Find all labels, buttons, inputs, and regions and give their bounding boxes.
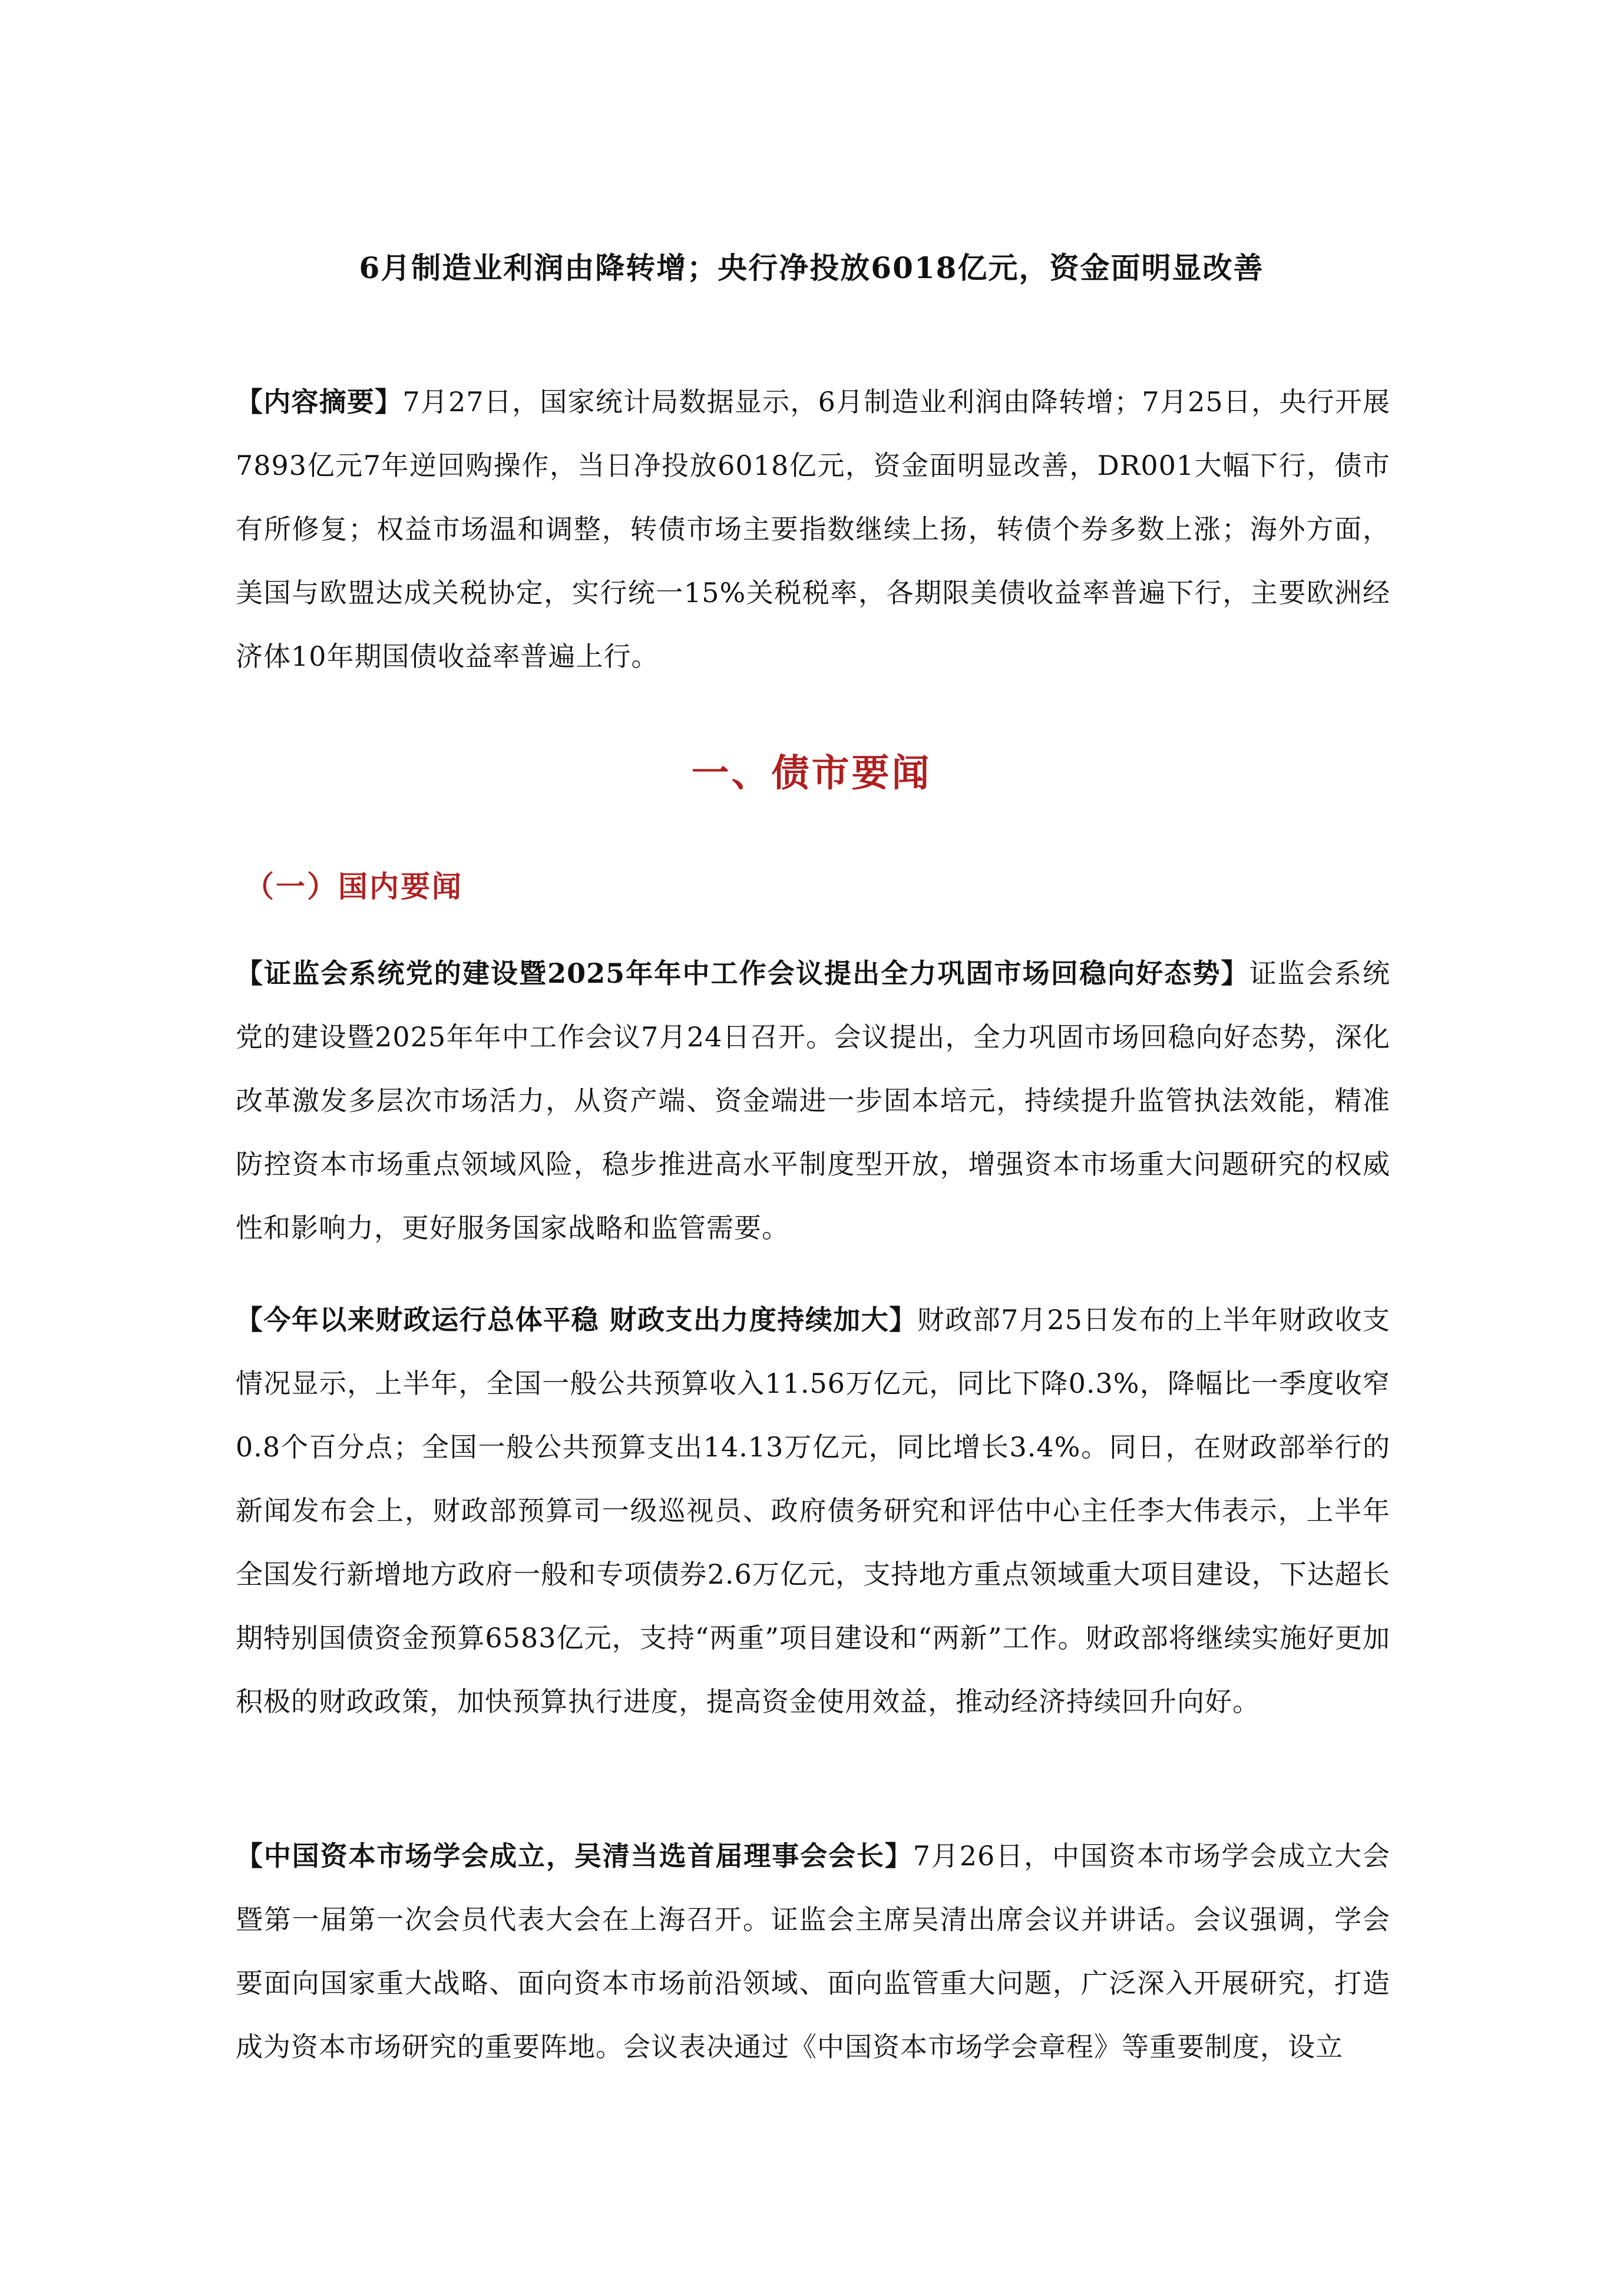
news-item bbox=[236, 1824, 1390, 2079]
summary-lead: 【内容摘要】 bbox=[236, 386, 403, 418]
document-title: 6月制造业利润由降转增；央行净投放6018亿元，资金面明显改善 bbox=[359, 250, 1264, 285]
news-body: 7月26日，中国资本市场学会成立大会暨第一届第一次会员代表大会在上海召开。证监会主席吴清出席会议并讲话。会议强调，学会要面向国家重大战略、面向资本市场前沿领域、面向监管重大问题，广泛深入开展研究，打造成为资本市场研究的重要阵地。会议表决通过《中国资本市场学会章程》等重要制度，设立 bbox=[236, 1840, 1390, 2063]
summary-text: 7月27日，国家统计局数据显示，6月制造业利润由降转增；7月25日，央行开展7893亿元7年逆回购操作，当日净投放6018亿元，资金面明显改善，DR001大幅下行，债市有所修复；权益市场温和调整，转债市场主要指数继续上扬，转债个券多数上涨；海外方面，美国与欧盟达成关税协定，实行统一15%关税税率，各期限美债收益率普遍下行，主要欧洲经济体10年期国债收益率普遍上行。 bbox=[236, 386, 1390, 672]
news-item bbox=[236, 1288, 1390, 1733]
news-headline: 【证监会系统党的建设暨2025年年中工作会议提出全力巩固市场回稳向好态势】 bbox=[236, 957, 1250, 989]
news-headline: 【今年以来财政运行总体平稳 财政支出力度持续加大】 bbox=[236, 1304, 917, 1336]
subsection-title: （一）国内要闻 bbox=[244, 869, 463, 904]
summary-paragraph bbox=[236, 370, 1390, 688]
news-body: 财政部7月25日发布的上半年财政收支情况显示，上半年，全国一般公共预算收入11.56万亿元，同比下降0.3%，降幅比一季度收窄0.8个百分点；全国一般公共预算支出14.13万亿元，同比增长3.4%。同日，在财政部举行的新闻发布会上，财政部预算司一级巡视员、政府债务研究和评估中心主任李大伟表示，上半年全国发行新增地方政府一般和专项债券2.6万亿元，支持地方重点领域重大项目建设，下达超长期特别国债资金预算6583亿元，支持“两重”项目建设和“两新”工作。财政部将继续实施好更加积极的财政政策，加快预算执行进度，提高资金使用效益，推动经济持续回升向好。 bbox=[236, 1304, 1391, 1717]
news-item bbox=[236, 941, 1390, 1260]
news-headline: 【中国资本市场学会成立，吴清当选首届理事会会长】 bbox=[236, 1840, 913, 1872]
news-body: 证监会系统党的建设暨2025年年中工作会议7月24日召开。会议提出，全力巩固市场回稳向好态势，深化改革激发多层次市场活力，从资产端、资金端进一步固本培元，持续提升监管执法效能，精准防控资本市场重点领域风险，稳步推进高水平制度型开放，增强资本市场重大问题研究的权威性和影响力，更好服务国家战略和监管需要。 bbox=[236, 957, 1390, 1244]
section-title: 一、债市要闻 bbox=[691, 751, 932, 795]
